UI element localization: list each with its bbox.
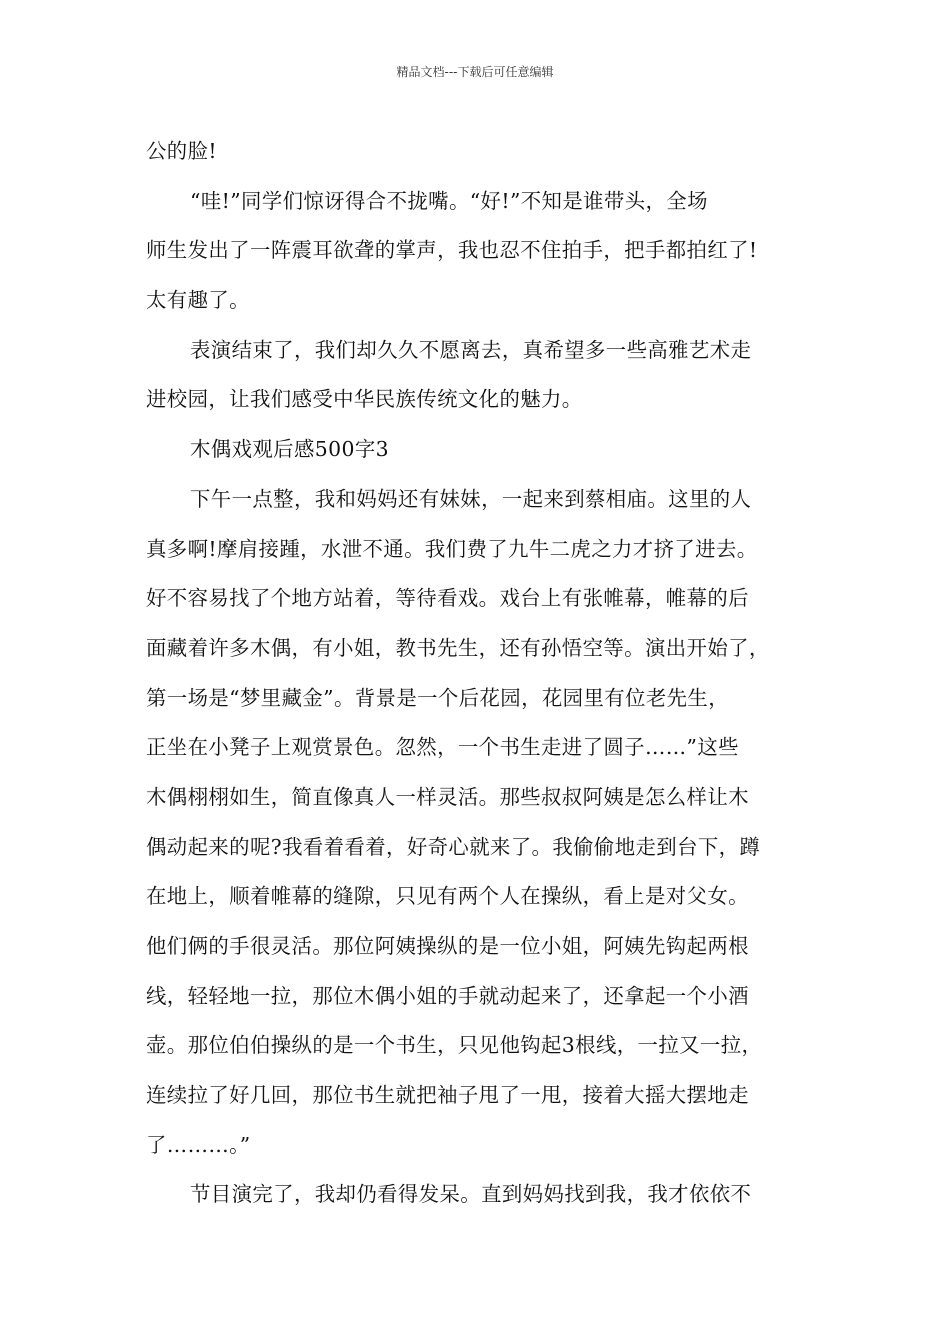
text-line: 木偶栩栩如生，简直像真人一样灵活。那些叔叔阿姨是怎么样让木 [146, 784, 749, 809]
section-heading: 木偶戏观后感500字3 [190, 437, 390, 462]
text-line: 表演结束了，我们却久久不愿离去，真希望多一些高雅艺术走 [190, 337, 752, 362]
text-line: 偶动起来的呢?我看着看着，好奇心就来了。我偷偷地走到台下，蹲 [146, 834, 761, 859]
text-line: 在地上，顺着帷幕的缝隙，只见有两个人在操纵，看上是对父女。 [146, 884, 749, 909]
text-line: 他们俩的手很灵活。那位阿姨操纵的是一位小姐，阿姨先钩起两根 [146, 934, 749, 958]
text-line: “哇!”同学们惊讶得合不拢嘴。“好!”不知是谁带头，全场 [190, 188, 708, 213]
text-line: 线，轻轻地一拉，那位木偶小姐的手就动起来了，还拿起一个小酒 [146, 983, 749, 1008]
text-line: 真多啊!摩肩接踵，水泄不通。我们费了九牛二虎之力才挤了进去。 [146, 536, 758, 561]
page-header: 精品文档---下载后可任意编辑 [396, 65, 554, 79]
text-line: 正坐在小凳子上观赏景色。忽然，一个书生走进了圆子……”这些 [146, 735, 739, 760]
text-line: 师生发出了一阵震耳欲聋的掌声，我也忍不住拍手，把手都拍红了! [146, 238, 758, 263]
text-line: 第一场是“梦里藏金”。背景是一个后花园，花园里有位老先生， [146, 685, 729, 710]
text-line: 连续拉了好几回，那位书生就把袖子甩了一甩，接着大摇大摆地走 [146, 1083, 749, 1108]
document-body [146, 127, 826, 1220]
text-line: 壶。那位伯伯操纵的是一个书生，只见他钩起3根线，一拉又一拉， [146, 1033, 763, 1058]
text-line: 太有趣了。 [146, 288, 250, 313]
text-line: 了………。” [146, 1132, 251, 1157]
text-line: 进校园，让我们感受中华民族传统文化的魅力。 [146, 387, 583, 412]
text-line: 面藏着许多木偶，有小姐，教书先生，还有孙悟空等。演出开始了， [146, 635, 770, 660]
text-line: 公的脸! [146, 139, 217, 163]
text-line: 好不容易找了个地方站着，等待看戏。戏台上有张帷幕，帷幕的后 [146, 586, 749, 611]
text-line: 节目演完了，我却仍看得发呆。直到妈妈找到我，我才依依不 [190, 1182, 752, 1207]
text-line: 下午一点整，我和妈妈还有妹妹，一起来到蔡相庙。这里的人 [190, 486, 752, 511]
